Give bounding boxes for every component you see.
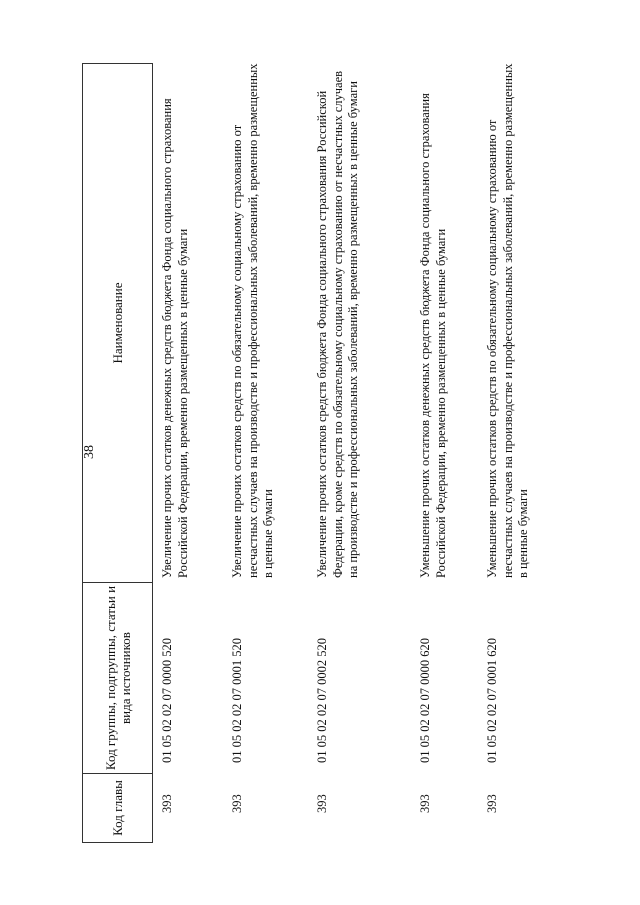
chapter-code: 393 — [160, 794, 174, 813]
chapter-code: 393 — [418, 794, 432, 813]
sources-table — [82, 63, 562, 843]
chapter-code: 393 — [230, 794, 244, 813]
header-chapter-code: Код главы — [83, 773, 152, 842]
row-name: Уменьшение прочих остатков денежных средств бюджета Фонда социального страхования Российской Федерации, временно размещенных в ценные бумаги — [418, 93, 448, 578]
row-name: Увеличение прочих остатков средств бюджета Фонда социального страхования Российской Федерации, кроме средств по обязательному социальному страхованию от несчастных случаев на производстве и профессиональных заболеваний, временно размещенных в ценные бумаги — [315, 70, 361, 578]
row-name: Увеличение прочих остатков средств по обязательному социальному страхованию от несчастных случаев на производстве и профессиональных заболеваний, временно размещенных в ценные бумаги — [230, 63, 276, 578]
header-name: Наименование — [110, 282, 125, 364]
table-header — [82, 63, 153, 843]
header-source-code: Код группы, подгруппы, статьи и вида источников — [83, 582, 152, 773]
source-code: 01 05 02 02 07 0001 520 — [230, 638, 244, 763]
source-code: 01 05 02 02 07 0002 520 — [315, 638, 329, 763]
page-number: 38 — [82, 445, 97, 459]
source-code: 01 05 02 02 07 0000 520 — [160, 638, 174, 763]
source-code: 01 05 02 02 07 0000 620 — [418, 638, 432, 763]
rotated-page — [82, 63, 562, 843]
source-code: 01 05 02 02 07 0001 620 — [485, 638, 499, 763]
chapter-code: 393 — [485, 794, 499, 813]
row-name: Увеличение прочих остатков денежных средств бюджета Фонда социального страхования Российской Федерации, временно размещенных в ценные бумаги — [160, 98, 190, 578]
row-name: Уменьшение прочих остатков средств по обязательному социальному страхованию от несчастных случаев на производстве и профессиональных заболеваний, временно размещенных в ценные бумаги — [485, 63, 531, 578]
chapter-code: 393 — [315, 794, 329, 813]
